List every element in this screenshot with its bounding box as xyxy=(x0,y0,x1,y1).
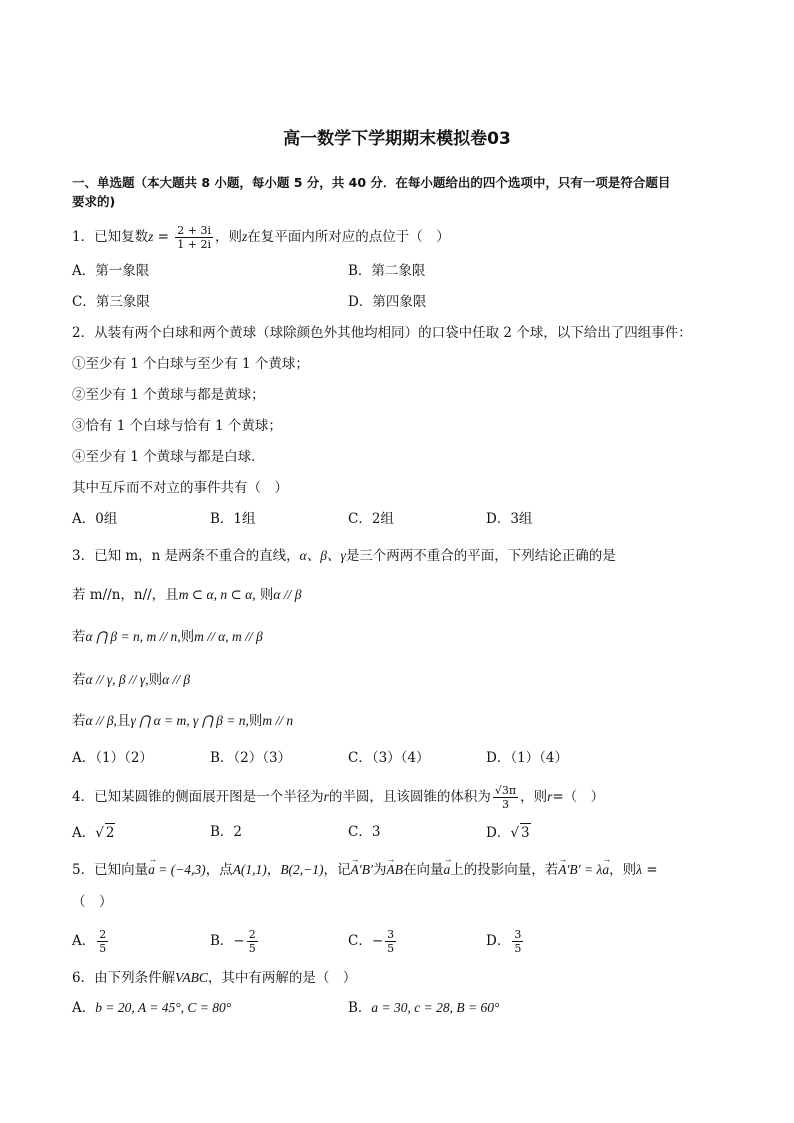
q1-option-b: B．第二象限 xyxy=(348,263,426,279)
q2-event-1: ①至少有 1 个白球与至少有 1 个黄球； xyxy=(72,356,309,372)
q2-option-c: C．2组 xyxy=(348,511,394,527)
q3-statement-3: 若α // γ, β // γ,则α // β xyxy=(72,672,191,688)
q4-option-b: B．2 xyxy=(210,824,243,840)
question-1-stem: 1．已知复数z = $\frac{2 + 3i}{1 + 2i}$ ，则z在复平面内所对应的点位于（ ） xyxy=(72,224,450,251)
q4-option-d: D．√ 3 xyxy=(486,825,530,841)
q2-option-d: D．3组 xyxy=(486,511,533,527)
q5-option-d: D． $\frac{3}{5}$ xyxy=(486,928,522,955)
q1-option-c: C．第三象限 xyxy=(72,294,150,310)
q3-option-b: B．（2）（3） xyxy=(210,750,292,766)
q2-ask: 其中互斥而不对立的事件共有（ ） xyxy=(72,480,288,496)
q3-statement-1: 若 m//n，n//，且m ⊂ α, n ⊂ α, 则α // β xyxy=(72,587,302,603)
q5-option-a: A． $\frac{2}{5}$ xyxy=(72,928,107,955)
q2-option-a: A．0组 xyxy=(72,511,118,527)
q3-option-d: D．（1）（4） xyxy=(486,750,569,766)
section-heading-line1: 一、单选题（本大题共 8 小题，每小题 5 分，共 40 分．在每小题给出的四个选项中，只有一项是符合题目 xyxy=(72,175,671,190)
q5-paren: （ ） xyxy=(72,894,113,910)
q4-volume-fraction: $\frac{√3\pi}{3}$ xyxy=(494,784,517,811)
q1-option-d: D．第四象限 xyxy=(348,294,427,310)
question-3-stem: 3．已知 m，n 是两条不重合的直线，α、β、γ是三个两两不重合的平面，下列结论正确的是 xyxy=(72,548,616,564)
q2-event-4: ④至少有 1 个黄球与都是白球． xyxy=(72,449,265,465)
question-4-stem: 4．已知某圆锥的侧面展开图是一个半径为r的半圆，且该圆锥的体积为 $\frac{√3\pi}{3}$ ，则r=（ ） xyxy=(72,784,605,811)
q4-option-c: C．3 xyxy=(348,824,381,840)
q6-option-b: B．a = 30, c = 28, B = 60° xyxy=(348,1000,500,1016)
q3-option-c: C．（3）（4） xyxy=(348,750,430,766)
q4-option-a: A．√ 2 xyxy=(72,825,115,841)
q3-option-a: A．（1）（2） xyxy=(72,750,153,766)
question-6-stem: 6．由下列条件解VABC，其中有两解的是（ ） xyxy=(72,970,357,986)
question-5-stem: 5．已知向量→ a = (−4,3)，点A(1,1)，B(2,−1)，记→ A′B′为→ AB在向量→ a上的投影向量，若→ A′B′ = λ→ a，则λ = xyxy=(72,861,658,879)
q2-event-2: ②至少有 1 个黄球与都是黄球； xyxy=(72,387,265,403)
q2-event-3: ③恰有 1 个白球与恰有 1 个黄球； xyxy=(72,418,282,434)
q3-statement-2: 若α ⋂ β = n, m // n,则m // α, m // β xyxy=(72,629,263,645)
sqrt-sign: √ xyxy=(494,784,502,797)
q5-option-c: C．− $\frac{3}{5}$ xyxy=(348,928,395,955)
page-title: 高一数学下学期期末模拟卷03 xyxy=(283,129,511,149)
q1-option-a: A．第一象限 xyxy=(72,263,150,279)
q3-statement-4: 若α // β,且γ ⋂ α = m, γ ⋂ β = n,则m // n xyxy=(72,713,294,729)
q1-fraction: $\frac{2 + 3i}{1 + 2i}$ xyxy=(177,224,211,251)
section-heading-line2: 要求的) xyxy=(72,194,116,209)
q5-option-b: B．− $\frac{2}{5}$ xyxy=(210,928,256,955)
question-2-stem: 2．从装有两个白球和两个黄球（球除颜色外其他均相同）的口袋中任取 2 个球，以下给出了四组事件： xyxy=(72,325,692,341)
q2-option-b: B．1组 xyxy=(210,511,256,527)
q6-option-a: A．b = 20, A = 45°, C = 80° xyxy=(72,1000,232,1016)
